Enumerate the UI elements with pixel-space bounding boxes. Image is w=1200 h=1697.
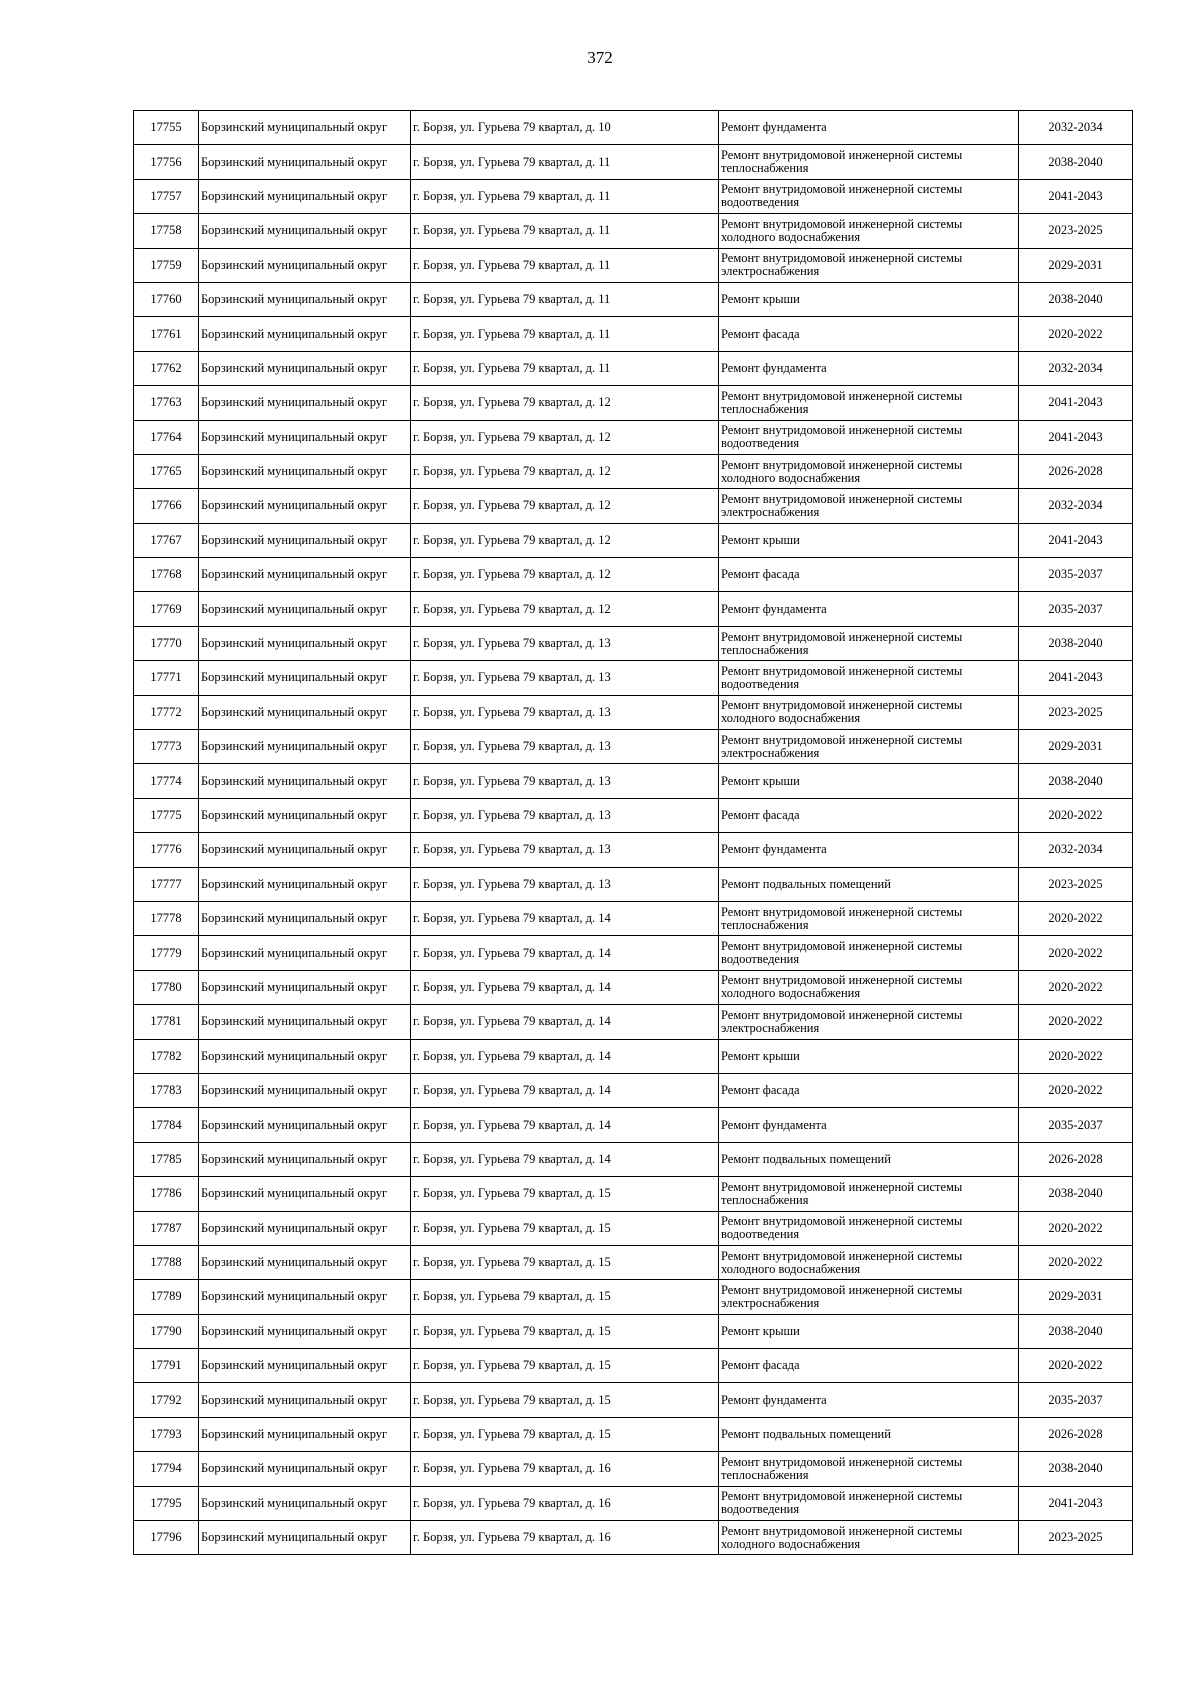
municipality-cell: Борзинский муниципальный округ (199, 833, 411, 867)
period-cell: 2041-2043 (1019, 1486, 1133, 1520)
work-type-cell: Ремонт фасада (719, 317, 1019, 351)
municipality-cell: Борзинский муниципальный округ (199, 1486, 411, 1520)
table-row (134, 351, 1133, 385)
period-cell: 2020-2022 (1019, 970, 1133, 1004)
table-row (134, 248, 1133, 282)
table-row (134, 1486, 1133, 1520)
period-cell: 2035-2037 (1019, 592, 1133, 626)
municipality-cell: Борзинский муниципальный округ (199, 282, 411, 316)
municipality-cell: Борзинский муниципальный округ (199, 1039, 411, 1073)
municipality-cell: Борзинский муниципальный округ (199, 454, 411, 488)
address-cell: г. Борзя, ул. Гурьева 79 квартал, д. 15 (411, 1349, 719, 1383)
work-type-cell: Ремонт внутридомовой инженерной системы холодного водоснабжения (719, 695, 1019, 729)
municipality-cell: Борзинский муниципальный округ (199, 386, 411, 420)
period-cell: 2023-2025 (1019, 1521, 1133, 1555)
address-cell: г. Борзя, ул. Гурьева 79 квартал, д. 12 (411, 420, 719, 454)
address-cell: г. Борзя, ул. Гурьева 79 квартал, д. 14 (411, 1005, 719, 1039)
period-cell: 2038-2040 (1019, 145, 1133, 179)
row-number-cell: 17756 (134, 145, 199, 179)
table-row (134, 523, 1133, 557)
address-cell: г. Борзя, ул. Гурьева 79 квартал, д. 11 (411, 317, 719, 351)
work-type-cell: Ремонт внутридомовой инженерной системы теплоснабжения (719, 1452, 1019, 1486)
table-row (134, 661, 1133, 695)
municipality-cell: Борзинский муниципальный округ (199, 592, 411, 626)
address-cell: г. Борзя, ул. Гурьева 79 квартал, д. 11 (411, 248, 719, 282)
period-cell: 2020-2022 (1019, 1039, 1133, 1073)
address-cell: г. Борзя, ул. Гурьева 79 квартал, д. 15 (411, 1211, 719, 1245)
address-cell: г. Борзя, ул. Гурьева 79 квартал, д. 16 (411, 1452, 719, 1486)
row-number-cell: 17769 (134, 592, 199, 626)
address-cell: г. Борзя, ул. Гурьева 79 квартал, д. 13 (411, 833, 719, 867)
municipality-cell: Борзинский муниципальный округ (199, 1108, 411, 1142)
work-type-cell: Ремонт внутридомовой инженерной системы холодного водоснабжения (719, 970, 1019, 1004)
table-row (134, 282, 1133, 316)
work-type-cell: Ремонт внутридомовой инженерной системы водоотведения (719, 661, 1019, 695)
work-type-cell: Ремонт внутридомовой инженерной системы водоотведения (719, 936, 1019, 970)
period-cell: 2038-2040 (1019, 1314, 1133, 1348)
table-row (134, 145, 1133, 179)
address-cell: г. Борзя, ул. Гурьева 79 квартал, д. 13 (411, 626, 719, 660)
work-type-cell: Ремонт внутридомовой инженерной системы электроснабжения (719, 730, 1019, 764)
period-cell: 2029-2031 (1019, 1280, 1133, 1314)
row-number-cell: 17771 (134, 661, 199, 695)
address-cell: г. Борзя, ул. Гурьева 79 квартал, д. 15 (411, 1177, 719, 1211)
period-cell: 2032-2034 (1019, 489, 1133, 523)
period-cell: 2023-2025 (1019, 214, 1133, 248)
period-cell: 2020-2022 (1019, 1349, 1133, 1383)
municipality-cell: Борзинский муниципальный округ (199, 248, 411, 282)
work-type-cell: Ремонт внутридомовой инженерной системы теплоснабжения (719, 1177, 1019, 1211)
row-number-cell: 17775 (134, 798, 199, 832)
table-row (134, 1142, 1133, 1176)
work-type-cell: Ремонт крыши (719, 523, 1019, 557)
table-row (134, 867, 1133, 901)
period-cell: 2038-2040 (1019, 626, 1133, 660)
period-cell: 2020-2022 (1019, 936, 1133, 970)
table-row (134, 1280, 1133, 1314)
row-number-cell: 17788 (134, 1245, 199, 1279)
row-number-cell: 17784 (134, 1108, 199, 1142)
work-type-cell: Ремонт внутридомовой инженерной системы электроснабжения (719, 1005, 1019, 1039)
period-cell: 2020-2022 (1019, 1005, 1133, 1039)
row-number-cell: 17779 (134, 936, 199, 970)
table-row (134, 1349, 1133, 1383)
table-row (134, 970, 1133, 1004)
period-cell: 2038-2040 (1019, 764, 1133, 798)
address-cell: г. Борзя, ул. Гурьева 79 квартал, д. 15 (411, 1245, 719, 1279)
row-number-cell: 17782 (134, 1039, 199, 1073)
period-cell: 2026-2028 (1019, 1142, 1133, 1176)
work-type-cell: Ремонт внутридомовой инженерной системы теплоснабжения (719, 901, 1019, 935)
work-type-cell: Ремонт фундамента (719, 1383, 1019, 1417)
municipality-cell: Борзинский муниципальный округ (199, 730, 411, 764)
address-cell: г. Борзя, ул. Гурьева 79 квартал, д. 11 (411, 351, 719, 385)
municipality-cell: Борзинский муниципальный округ (199, 179, 411, 213)
address-cell: г. Борзя, ул. Гурьева 79 квартал, д. 12 (411, 454, 719, 488)
work-type-cell: Ремонт подвальных помещений (719, 1417, 1019, 1451)
table-row (134, 386, 1133, 420)
row-number-cell: 17793 (134, 1417, 199, 1451)
period-cell: 2026-2028 (1019, 454, 1133, 488)
work-type-cell: Ремонт внутридомовой инженерной системы водоотведения (719, 179, 1019, 213)
period-cell: 2020-2022 (1019, 1211, 1133, 1245)
row-number-cell: 17761 (134, 317, 199, 351)
municipality-cell: Борзинский муниципальный округ (199, 351, 411, 385)
work-type-cell: Ремонт подвальных помещений (719, 867, 1019, 901)
table-row (134, 1314, 1133, 1348)
address-cell: г. Борзя, ул. Гурьева 79 квартал, д. 13 (411, 695, 719, 729)
row-number-cell: 17765 (134, 454, 199, 488)
address-cell: г. Борзя, ул. Гурьева 79 квартал, д. 13 (411, 764, 719, 798)
address-cell: г. Борзя, ул. Гурьева 79 квартал, д. 16 (411, 1521, 719, 1555)
row-number-cell: 17766 (134, 489, 199, 523)
municipality-cell: Борзинский муниципальный округ (199, 1383, 411, 1417)
work-type-cell: Ремонт внутридомовой инженерной системы теплоснабжения (719, 626, 1019, 660)
table-body (134, 111, 1133, 1555)
work-type-cell: Ремонт фундамента (719, 1108, 1019, 1142)
table-row (134, 936, 1133, 970)
period-cell: 2020-2022 (1019, 901, 1133, 935)
table-row (134, 489, 1133, 523)
table-row (134, 1521, 1133, 1555)
table-row (134, 833, 1133, 867)
table-row (134, 764, 1133, 798)
address-cell: г. Борзя, ул. Гурьева 79 квартал, д. 14 (411, 901, 719, 935)
municipality-cell: Борзинский муниципальный округ (199, 867, 411, 901)
address-cell: г. Борзя, ул. Гурьева 79 квартал, д. 11 (411, 282, 719, 316)
row-number-cell: 17780 (134, 970, 199, 1004)
row-number-cell: 17777 (134, 867, 199, 901)
table-row (134, 798, 1133, 832)
table-row (134, 454, 1133, 488)
table-row (134, 901, 1133, 935)
row-number-cell: 17770 (134, 626, 199, 660)
row-number-cell: 17758 (134, 214, 199, 248)
address-cell: г. Борзя, ул. Гурьева 79 квартал, д. 15 (411, 1417, 719, 1451)
period-cell: 2035-2037 (1019, 558, 1133, 592)
address-cell: г. Борзя, ул. Гурьева 79 квартал, д. 12 (411, 558, 719, 592)
period-cell: 2041-2043 (1019, 523, 1133, 557)
municipality-cell: Борзинский муниципальный округ (199, 1452, 411, 1486)
table-row (134, 1417, 1133, 1451)
repair-schedule-table (133, 110, 1133, 1555)
municipality-cell: Борзинский муниципальный округ (199, 626, 411, 660)
municipality-cell: Борзинский муниципальный округ (199, 1314, 411, 1348)
work-type-cell: Ремонт фундамента (719, 833, 1019, 867)
work-type-cell: Ремонт внутридомовой инженерной системы холодного водоснабжения (719, 454, 1019, 488)
address-cell: г. Борзя, ул. Гурьева 79 квартал, д. 14 (411, 1108, 719, 1142)
municipality-cell: Борзинский муниципальный округ (199, 695, 411, 729)
work-type-cell: Ремонт крыши (719, 1039, 1019, 1073)
municipality-cell: Борзинский муниципальный округ (199, 901, 411, 935)
work-type-cell: Ремонт крыши (719, 282, 1019, 316)
row-number-cell: 17774 (134, 764, 199, 798)
row-number-cell: 17768 (134, 558, 199, 592)
municipality-cell: Борзинский муниципальный округ (199, 1245, 411, 1279)
row-number-cell: 17776 (134, 833, 199, 867)
table-row (134, 1211, 1133, 1245)
row-number-cell: 17791 (134, 1349, 199, 1383)
address-cell: г. Борзя, ул. Гурьева 79 квартал, д. 10 (411, 111, 719, 145)
municipality-cell: Борзинский муниципальный округ (199, 145, 411, 179)
period-cell: 2020-2022 (1019, 798, 1133, 832)
row-number-cell: 17778 (134, 901, 199, 935)
address-cell: г. Борзя, ул. Гурьева 79 квартал, д. 14 (411, 970, 719, 1004)
address-cell: г. Борзя, ул. Гурьева 79 квартал, д. 15 (411, 1383, 719, 1417)
municipality-cell: Борзинский муниципальный округ (199, 1521, 411, 1555)
municipality-cell: Борзинский муниципальный округ (199, 661, 411, 695)
municipality-cell: Борзинский муниципальный округ (199, 558, 411, 592)
row-number-cell: 17773 (134, 730, 199, 764)
work-type-cell: Ремонт фундамента (719, 111, 1019, 145)
address-cell: г. Борзя, ул. Гурьева 79 квартал, д. 13 (411, 661, 719, 695)
municipality-cell: Борзинский муниципальный округ (199, 1073, 411, 1107)
row-number-cell: 17785 (134, 1142, 199, 1176)
municipality-cell: Борзинский муниципальный округ (199, 936, 411, 970)
table-row (134, 1073, 1133, 1107)
address-cell: г. Борзя, ул. Гурьева 79 квартал, д. 15 (411, 1280, 719, 1314)
address-cell: г. Борзя, ул. Гурьева 79 квартал, д. 12 (411, 489, 719, 523)
row-number-cell: 17762 (134, 351, 199, 385)
municipality-cell: Борзинский муниципальный округ (199, 1280, 411, 1314)
work-type-cell: Ремонт внутридомовой инженерной системы электроснабжения (719, 489, 1019, 523)
address-cell: г. Борзя, ул. Гурьева 79 квартал, д. 12 (411, 523, 719, 557)
period-cell: 2038-2040 (1019, 282, 1133, 316)
table-row (134, 695, 1133, 729)
row-number-cell: 17781 (134, 1005, 199, 1039)
address-cell: г. Борзя, ул. Гурьева 79 квартал, д. 12 (411, 592, 719, 626)
municipality-cell: Борзинский муниципальный округ (199, 111, 411, 145)
municipality-cell: Борзинский муниципальный округ (199, 1417, 411, 1451)
address-cell: г. Борзя, ул. Гурьева 79 квартал, д. 11 (411, 179, 719, 213)
work-type-cell: Ремонт внутридомовой инженерной системы холодного водоснабжения (719, 214, 1019, 248)
table-row (134, 592, 1133, 626)
row-number-cell: 17772 (134, 695, 199, 729)
row-number-cell: 17767 (134, 523, 199, 557)
municipality-cell: Борзинский муниципальный округ (199, 420, 411, 454)
period-cell: 2023-2025 (1019, 695, 1133, 729)
work-type-cell: Ремонт внутридомовой инженерной системы водоотведения (719, 1486, 1019, 1520)
municipality-cell: Борзинский муниципальный округ (199, 1349, 411, 1383)
work-type-cell: Ремонт внутридомовой инженерной системы холодного водоснабжения (719, 1521, 1019, 1555)
row-number-cell: 17783 (134, 1073, 199, 1107)
table-row (134, 1383, 1133, 1417)
row-number-cell: 17790 (134, 1314, 199, 1348)
row-number-cell: 17792 (134, 1383, 199, 1417)
period-cell: 2038-2040 (1019, 1177, 1133, 1211)
page-number: 372 (587, 48, 613, 67)
municipality-cell: Борзинский муниципальный округ (199, 1177, 411, 1211)
row-number-cell: 17763 (134, 386, 199, 420)
address-cell: г. Борзя, ул. Гурьева 79 квартал, д. 14 (411, 1142, 719, 1176)
table-row (134, 1245, 1133, 1279)
table-row (134, 626, 1133, 660)
municipality-cell: Борзинский муниципальный округ (199, 489, 411, 523)
work-type-cell: Ремонт фасада (719, 798, 1019, 832)
period-cell: 2026-2028 (1019, 1417, 1133, 1451)
work-type-cell: Ремонт внутридомовой инженерной системы водоотведения (719, 420, 1019, 454)
municipality-cell: Борзинский муниципальный округ (199, 523, 411, 557)
table-row (134, 1005, 1133, 1039)
table-row (134, 730, 1133, 764)
work-type-cell: Ремонт внутридомовой инженерной системы теплоснабжения (719, 386, 1019, 420)
table-row (134, 558, 1133, 592)
row-number-cell: 17787 (134, 1211, 199, 1245)
municipality-cell: Борзинский муниципальный округ (199, 317, 411, 351)
period-cell: 2023-2025 (1019, 867, 1133, 901)
work-type-cell: Ремонт фасада (719, 558, 1019, 592)
address-cell: г. Борзя, ул. Гурьева 79 квартал, д. 14 (411, 1039, 719, 1073)
table-row (134, 420, 1133, 454)
row-number-cell: 17755 (134, 111, 199, 145)
work-type-cell: Ремонт крыши (719, 1314, 1019, 1348)
row-number-cell: 17789 (134, 1280, 199, 1314)
municipality-cell: Борзинский муниципальный округ (199, 214, 411, 248)
table-row (134, 214, 1133, 248)
work-type-cell: Ремонт крыши (719, 764, 1019, 798)
address-cell: г. Борзя, ул. Гурьева 79 квартал, д. 12 (411, 386, 719, 420)
work-type-cell: Ремонт внутридомовой инженерной системы электроснабжения (719, 1280, 1019, 1314)
period-cell: 2032-2034 (1019, 833, 1133, 867)
table-row (134, 179, 1133, 213)
period-cell: 2041-2043 (1019, 661, 1133, 695)
work-type-cell: Ремонт фасада (719, 1073, 1019, 1107)
period-cell: 2020-2022 (1019, 317, 1133, 351)
table-row (134, 1039, 1133, 1073)
row-number-cell: 17794 (134, 1452, 199, 1486)
period-cell: 2032-2034 (1019, 111, 1133, 145)
work-type-cell: Ремонт внутридомовой инженерной системы водоотведения (719, 1211, 1019, 1245)
address-cell: г. Борзя, ул. Гурьева 79 квартал, д. 14 (411, 1073, 719, 1107)
work-type-cell: Ремонт внутридомовой инженерной системы теплоснабжения (719, 145, 1019, 179)
period-cell: 2035-2037 (1019, 1108, 1133, 1142)
period-cell: 2032-2034 (1019, 351, 1133, 385)
municipality-cell: Борзинский муниципальный округ (199, 1211, 411, 1245)
address-cell: г. Борзя, ул. Гурьева 79 квартал, д. 11 (411, 214, 719, 248)
row-number-cell: 17759 (134, 248, 199, 282)
municipality-cell: Борзинский муниципальный округ (199, 1142, 411, 1176)
address-cell: г. Борзя, ул. Гурьева 79 квартал, д. 13 (411, 730, 719, 764)
period-cell: 2020-2022 (1019, 1073, 1133, 1107)
row-number-cell: 17786 (134, 1177, 199, 1211)
work-type-cell: Ремонт фасада (719, 1349, 1019, 1383)
address-cell: г. Борзя, ул. Гурьева 79 квартал, д. 13 (411, 798, 719, 832)
municipality-cell: Борзинский муниципальный округ (199, 798, 411, 832)
period-cell: 2020-2022 (1019, 1245, 1133, 1279)
period-cell: 2035-2037 (1019, 1383, 1133, 1417)
work-type-cell: Ремонт фундамента (719, 592, 1019, 626)
row-number-cell: 17760 (134, 282, 199, 316)
municipality-cell: Борзинский муниципальный округ (199, 970, 411, 1004)
table-row (134, 1452, 1133, 1486)
row-number-cell: 17764 (134, 420, 199, 454)
period-cell: 2029-2031 (1019, 730, 1133, 764)
table-row (134, 1108, 1133, 1142)
period-cell: 2041-2043 (1019, 420, 1133, 454)
row-number-cell: 17757 (134, 179, 199, 213)
table-row (134, 317, 1133, 351)
table-row (134, 111, 1133, 145)
work-type-cell: Ремонт внутридомовой инженерной системы холодного водоснабжения (719, 1245, 1019, 1279)
row-number-cell: 17796 (134, 1521, 199, 1555)
period-cell: 2041-2043 (1019, 386, 1133, 420)
address-cell: г. Борзя, ул. Гурьева 79 квартал, д. 14 (411, 936, 719, 970)
work-type-cell: Ремонт внутридомовой инженерной системы электроснабжения (719, 248, 1019, 282)
municipality-cell: Борзинский муниципальный округ (199, 1005, 411, 1039)
address-cell: г. Борзя, ул. Гурьева 79 квартал, д. 15 (411, 1314, 719, 1348)
address-cell: г. Борзя, ул. Гурьева 79 квартал, д. 16 (411, 1486, 719, 1520)
address-cell: г. Борзя, ул. Гурьева 79 квартал, д. 11 (411, 145, 719, 179)
municipality-cell: Борзинский муниципальный округ (199, 764, 411, 798)
period-cell: 2038-2040 (1019, 1452, 1133, 1486)
row-number-cell: 17795 (134, 1486, 199, 1520)
table-row (134, 1177, 1133, 1211)
period-cell: 2029-2031 (1019, 248, 1133, 282)
work-type-cell: Ремонт фундамента (719, 351, 1019, 385)
address-cell: г. Борзя, ул. Гурьева 79 квартал, д. 13 (411, 867, 719, 901)
work-type-cell: Ремонт подвальных помещений (719, 1142, 1019, 1176)
period-cell: 2041-2043 (1019, 179, 1133, 213)
